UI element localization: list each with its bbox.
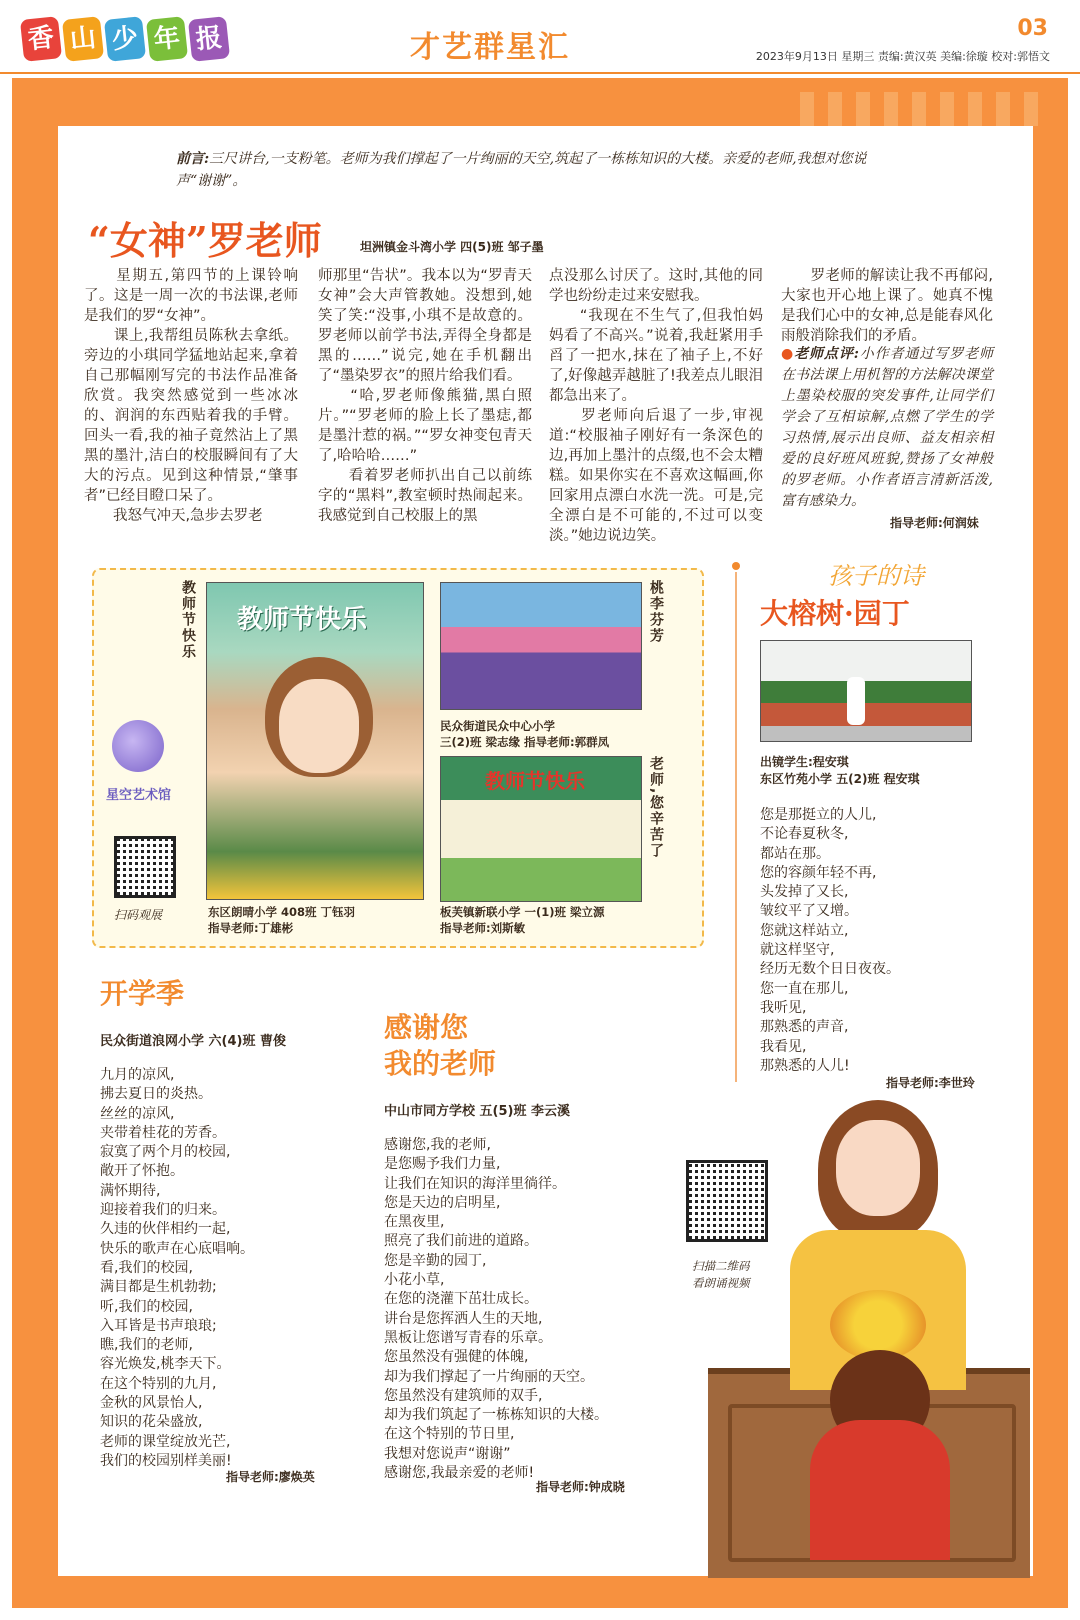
poem-thanks-byline: 中山市同方学校 五(5)班 李云溪 (384, 1104, 570, 1119)
logo-char: 报 (188, 16, 230, 62)
checker-decoration (800, 92, 1040, 126)
poem-tree-title: 大榕树·园丁 (760, 597, 910, 630)
poem-tree-body: 您是那挺立的人儿, 不论春夏秋冬, 都站在那。 您的容颜年轻不再, 头发掉了又长, 皱纹平了又增。 您就这样站立, 就这样坚守, 经历无数个日日夜夜。 您一直在那儿, 我听见, 那熟悉的声音, 我看见, 那熟悉的人儿! (760, 807, 900, 1074)
poem-school-title: 开学季 (100, 977, 185, 1010)
poem-thanks-body: 感谢您,我的老师, 是您赐予我们力量, 让我们在知识的海洋里徜徉。 您是天边的启明星, 在黑夜里, 照亮了我们前进的道路。 您是辛勤的园丁, 小花小草, 在您的浇灌下茁壮成长。 讲台是您挥洒人生的天地, 黑板让您谱写青春的乐章。 您虽然没有强健的体魄, 却为我们撑起了一片绚丽的天空。 您虽然没有建筑师的双手, 却为我们筑起了一栋栋知识的大楼。 在这个特别的节日里, 我想对您说声“谢谢” 感谢您,我最亲爱的老师! (384, 1137, 608, 1482)
logo-char: 少 (104, 16, 146, 62)
header-rule (0, 72, 1080, 74)
poem-school-byline: 民众街道浪网小学 六(4)班 曹俊 (100, 1034, 286, 1049)
page-header (0, 0, 1080, 74)
logo-char: 香 (20, 16, 62, 62)
preface-text: 三尺讲台,一支粉笔。老师为我们撑起了一片绚丽的天空,筑起了一栋栋知识的大楼。亲爱的老师,我想对您说声“谢谢”。 (176, 151, 867, 189)
video-scan-label: 扫描二维码 看朗诵视频 (692, 1259, 750, 1290)
student-back (810, 1420, 950, 1560)
art3-drawing (440, 756, 642, 902)
poem-series-tag: 孩子的诗 (828, 562, 924, 590)
poem-thanks-teacher: 指导老师:钟成晓 (536, 1480, 625, 1494)
gallery-scan-label: 扫码观展 (114, 908, 163, 922)
art3-title: 老师,您辛苦了 (648, 756, 664, 860)
divider-dot (732, 562, 740, 570)
student-figure (847, 677, 865, 725)
art2-title: 桃李芬芳 (648, 580, 664, 644)
article-column-2: 师那里“告状”。我本以为“罗青天女神”会大声管教她。没想到,她笑了笑:“没事,小琪不是故意的。罗老师以前学书法,弄得全身都是黑的……”说完,她在手机翻出了“墨染罗衣”的照片给我们看。 “哈,罗老师像熊猫,黑白照片。”“罗老师的脸上长了墨痣,都是墨汁惹的祸。”“罗女神变包青天了,哈哈哈……” 看着罗老师扒出自己以前练字的“黑料”,教室顿时热闹起来。我感觉到自己校服上的黑 (318, 268, 532, 524)
article-teacher: 指导老师:何润妹 (890, 516, 979, 530)
art1-drawing (206, 582, 424, 900)
preface-label: 前言: (176, 151, 210, 167)
gallery-qr-code[interactable] (114, 836, 176, 898)
art2-caption: 民众街道民众中心小学 三(2)班 梁志缘 指导老师:郭群凤 (440, 719, 610, 749)
logo-char: 山 (62, 16, 104, 62)
student-photo (760, 640, 972, 742)
gallery-brand: 星空艺术馆 (106, 788, 172, 803)
girl-face (279, 679, 359, 773)
art1-title: 教师节快乐 (180, 580, 196, 660)
preface (176, 148, 896, 192)
poem-thanks-title: 感谢您 我的老师 (384, 1011, 497, 1080)
article-column-3: 点没那么讨厌了。这时,其他的同学也纷纷走过来安慰我。 “我现在不生气了,但我怕妈妈看了不高兴。”说着,我赶紧用手舀了一把水,抹在了袖子上,不好了,好像越弄越脏了!我差点儿眼泪都急出来了。 罗老师向后退了一步,审视道:“校服袖子刚好有一条深色的边,再加上墨汁的点缀,也不会太糟糕。如果你实在不喜欢这幅画,你回家用点漂白水洗一洗。可是,完全漂白是不可能的,不过可以变淡。”她边说边笑。 (549, 268, 763, 544)
logo-char: 年 (146, 16, 188, 62)
bullet-icon: ● (781, 346, 795, 362)
newspaper-logo (22, 18, 228, 60)
section-title: 才艺群星汇 (410, 30, 570, 65)
art1-banner: 教师节快乐 (237, 605, 368, 635)
article-column-1: 星期五,第四节的上课铃响了。这是一周一次的书法课,老师是我们的罗“女神”。 课上,我帮组员陈秋去拿纸。旁边的小琪同学猛地站起来,拿着自己那幅刚写完的书法作品准备欣赏。我突然感觉到一些冰冰的、润润的东西贴着我的手臂。回头一看,我的袖子竟然沾上了黑黑的墨汁,洁白的校服瞬间有了大大的污点。见到这种情景,“肇事者”已经目瞪口呆了。 我怒气冲天,急步去罗老 (84, 268, 298, 524)
teacher-face (836, 1120, 920, 1216)
poem-tree-caption: 出镜学生:程安琪 东区竹苑小学 五(2)班 程安琪 (760, 755, 920, 786)
art3-caption: 板芙镇新联小学 一(1)班 梁立源 指导老师:刘斯敏 (440, 905, 605, 935)
poem-tree-teacher: 指导老师:李世玲 (886, 1076, 975, 1090)
teacher-comment (781, 344, 993, 512)
art2-drawing (440, 582, 642, 710)
gallery-logo-icon (112, 720, 164, 772)
video-qr-code[interactable] (686, 1160, 768, 1242)
article-title: “女神”罗老师 (88, 218, 322, 263)
art1-caption: 东区朗晴小学 408班 丁钰羽 指导老师:丁雄彬 (208, 905, 356, 935)
comment-text: 小作者通过写罗老师在书法课上用机智的方法解决课堂上墨染校服的突发事件,让同学们学会了互相谅解,点燃了学生的学习热情,展示出良师、益友相亲相爱的良好班风班貌,赞扬了女神般的罗老师。小作者语言清新活泼,富有感染力。 (781, 346, 994, 509)
issue-meta: 2023年9月13日 星期三 责编:黄汉英 美编:徐璇 校对:郭悟文 (755, 50, 1050, 63)
comment-label: 老师点评: (794, 346, 859, 362)
article-byline: 坦洲镇金斗湾小学 四(5)班 邹子墨 (360, 240, 544, 254)
page-number: 03 (1017, 16, 1048, 41)
divider-line (735, 572, 737, 1082)
poem-school-body: 九月的凉风, 拂去夏日的炎热。 丝丝的凉风, 夹带着桂花的芳香。 寂寞了两个月的校园, 敞开了怀抱。 满怀期待, 迎接着我们的归来。 久违的伙伴相约一起, 快乐的歌声在心底唱响。 看,我们的校园, 满目都是生机勃勃; 听,我们的校园, 入耳皆是书声琅琅; 瞧,我们的老师, 容光焕发,桃李天下。 在这个特别的九月, 金秋的风景怡人, 知识的花朵盛放, 老师的课堂绽放光芒, 我们的校园别样美丽! (100, 1067, 254, 1469)
art-gallery-box (92, 568, 704, 948)
art3-banner: 教师节快乐 (485, 769, 585, 793)
article-column-4: 罗老师的解读让我不再郁闷,大家也开心地上课了。她真不愧是我们心中的女神,总是能春风化雨般消除我们的矛盾。 (781, 268, 993, 344)
poem-school-teacher: 指导老师:廖焕英 (226, 1470, 315, 1484)
